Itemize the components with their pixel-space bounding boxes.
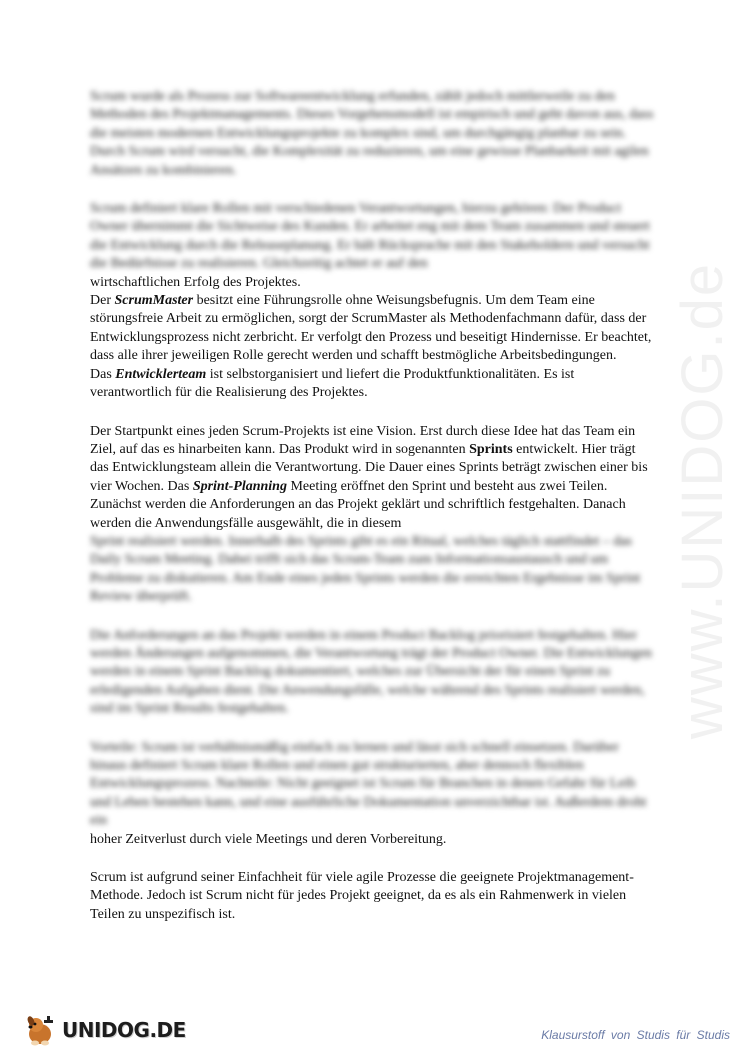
- roles-line-1: wirtschaftlichen Erfolg des Projektes.: [90, 274, 301, 290]
- paragraph-roles: [90, 200, 655, 402]
- paragraph-sprints-clear: [90, 423, 655, 533]
- footer-logo[interactable]: [22, 1010, 186, 1050]
- paragraph-sprints-blurred: Sprint realisiert werden. Innerhalb des Sprints gibt es ein Ritual, welches täglich stattfindet – das Daily Scrum Meeting. Dabei trifft sich das Scrum-Team zum Informationsaustausch und um Probleme zu diskutieren. Am Ende eines jeden Sprints werden die erreichten Ergebnisse im Sprint Review überprüft.: [90, 533, 641, 605]
- sprints-text-e: Meeting eröffnet den Sprint und besteht aus zwei Teilen. Zunächst werden die Anforderungen an das Projekt geklärt und schriftlich festgehalten. Danach werden die Anwendungsfälle ausgewählt, die in diesem: [90, 478, 626, 531]
- paragraph-roles-clear: [90, 274, 655, 403]
- sprints-text-a: Der Startpunkt eines jeden Scrum-Projekts ist eine Vision. Erst durch diese Idee hat das Team ein Ziel, auf das es hinarbeiten kann. Das Produkt wird in sogenannten: [90, 423, 636, 457]
- term-entwicklerteam: Entwicklerteam: [115, 366, 207, 382]
- paragraph-intro-blurred: Scrum wurde als Prozess zur Softwareentwicklung erfunden, zählt jedoch mittlerweile zu den Methoden des Projektmanagements. Dieses Vorgehensmodell ist empirisch und geht davon aus, dass die meisten modernen Entwicklungsprojekte zu komplex sind, um durchgängig planbar zu sein. Durch Scrum wird versucht, die Komplexität zu reduzieren, um eine gewisse Planbarkeit mit agilen Ansätzen zu kombinieren.: [90, 89, 654, 178]
- sprints-text-c: entwickelt. Hier trägt das Entwicklungsteam allein die Verantwortung. Die Dauer eines Sprints beträgt zwischen einer bis vier Wochen. Das: [90, 441, 648, 494]
- roles-scrummaster-prefix: Der: [90, 293, 115, 309]
- term-sprint-planning: Sprint-Planning: [192, 478, 287, 494]
- paragraph-pros-cons: [90, 739, 655, 849]
- watermark-text: www.UNIDOG.de: [670, 261, 736, 739]
- logo-text: UNIDOG.DE: [62, 1018, 186, 1042]
- document-body: [90, 88, 655, 944]
- roles-scrummaster-text: besitzt eine Führungsrolle ohne Weisungsbefugnis. Um dem Team eine störungsfreie Arbeit zu ermöglichen, sorgt der ScrumMaster als Methodenfachmann dafür, dass der Entwicklungsprozess nicht zerbricht. Er verfolgt den Prozess und beseitigt Hindernisse. Er beachtet, dass alle ihrer jeweiligen Rolle gerecht werden und schafft bestmögliche Arbeitsbedingungen.: [90, 293, 652, 364]
- term-sprints: Sprints: [469, 441, 513, 457]
- paragraph-roles-blurred: Scrum definiert klare Rollen mit verschiedenen Verantwortungen, hierzu gehören: Der Product Owner übernimmt die Sichtweise des Kunden. Er arbeitet eng mit dem Team zusammen und steuert die Entwicklung durch die Releaseplanung. Er hält Rücksprache mit den Stakeholdern und versucht die Bedürfnisse zu realisieren. Gleichzeitig achtet er auf den: [90, 201, 650, 272]
- paragraph-sprints: [90, 423, 655, 607]
- paragraph-backlog-blurred: Die Anforderungen an das Projekt werden in einem Product Backlog priorisiert festgehalten. Hier werden Änderungen aufgenommen, die Verantwortung trägt der Product Owner. Die Entwicklungen werden in einem Sprint Backlog dokumentiert, welches zur Übersicht der für einen Sprint zu erledigenden Aufgaben dient. Die Anwendungsfälle, welche während des Sprints realisiert werden, sind im Sprint Results festgehalten.: [90, 627, 652, 717]
- paragraph-pros-cons-blurred: Vorteile: Scrum ist verhältnismäßig einfach zu lernen und lässt sich schnell einsetzen. Darüber hinaus definiert Scrum klare Rollen und einen gut strukturierten, aber dennoch flexiblen Entwicklungsprozess. Nachteile: Nicht geeignet ist Scrum für Branchen in denen Gefahr für Leib und Leben bestehen kann, und eine ausführliche Dokumentation unverzichtbar ist. Außerdem droht ein: [90, 739, 647, 829]
- paragraph-conclusion: Scrum ist aufgrund seiner Einfachheit für viele agile Prozesse die geeignete Projektmanagement-Methode. Jedoch ist Scrum nicht für jedes Projekt geeignet, da es als ein Rahmenwerk in vielen Teilen zu unspezifisch ist.: [90, 870, 634, 922]
- footer-tagline: Klausurstoff von Studis für Studis: [541, 1028, 730, 1042]
- roles-team-prefix: Das: [90, 366, 116, 382]
- dog-mascot-icon: [22, 1012, 58, 1048]
- paragraph-pros-cons-clear: hoher Zeitverlust durch viele Meetings und deren Vorbereitung.: [90, 831, 447, 847]
- term-scrummaster: ScrumMaster: [114, 293, 194, 309]
- watermark: [648, 250, 750, 750]
- roles-team-text: ist selbstorganisiert und liefert die Produktfunktionalitäten. Es ist verantwortlich für die Realisierung des Projektes.: [90, 366, 575, 401]
